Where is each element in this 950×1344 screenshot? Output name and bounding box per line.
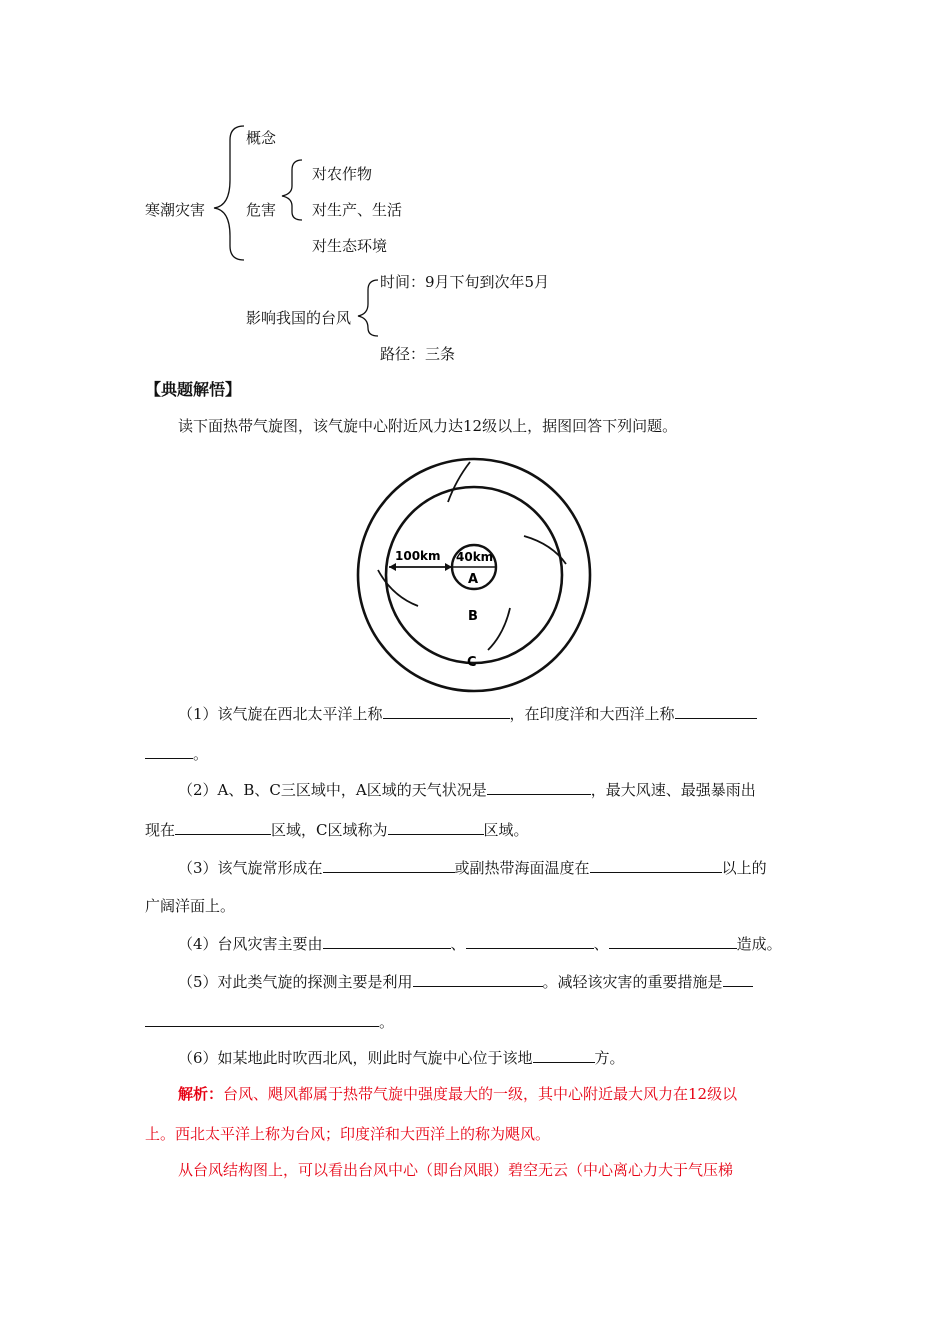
- q1-blank-2[interactable]: [675, 704, 757, 719]
- q2-blank-1[interactable]: [487, 780, 591, 795]
- outline-brackets: [0, 0, 950, 360]
- q4-blank-2[interactable]: [466, 934, 594, 949]
- q3-blank-1[interactable]: [323, 858, 455, 873]
- q3-text-a: （3）该气旋常形成在: [178, 859, 323, 877]
- question-1-line-2: [145, 744, 208, 764]
- q1-blank-2-cont[interactable]: [145, 744, 193, 759]
- q2-text-b: ，最大风速、最强暴雨出: [590, 781, 756, 799]
- typhoon-path: 路径：三条: [380, 345, 456, 363]
- q4-text-a: （4）台风灾害主要由: [178, 935, 323, 953]
- q4-blank-1[interactable]: [323, 934, 451, 949]
- analysis-text-1a: 台风、飓风都属于热带气旋中强度最大的一级，其中心附近最大风力在12级以: [223, 1085, 738, 1103]
- q1-text-b: ，在印度洋和大西洋上称: [509, 705, 675, 723]
- question-1-line-1: [178, 704, 757, 724]
- question-3-line-1: [178, 858, 767, 878]
- q5-blank-2-cont[interactable]: [145, 1012, 379, 1027]
- q4-blank-3[interactable]: [609, 934, 737, 949]
- typhoon-time: 时间：9月下旬到次年5月: [380, 273, 550, 291]
- q2-text-a: （2）A、B、C三区域中，A区域的天气状况是: [178, 781, 487, 799]
- q6-text-a: （6）如某地此时吹西北风，则此时气旋中心位于该地: [178, 1049, 533, 1067]
- label-40km: 40km: [456, 550, 494, 564]
- intro-text: 读下面热带气旋图，该气旋中心附近风力达12级以上，据图回答下列问题。: [178, 417, 678, 435]
- analysis-line-1: [178, 1084, 737, 1104]
- q2-text-e: 区域。: [483, 821, 529, 839]
- q3-text-c: 以上的: [721, 859, 767, 877]
- q5-text-c: 。: [379, 1013, 395, 1031]
- section-title: 【典题解悟】: [145, 380, 242, 399]
- question-4: [178, 934, 782, 954]
- q2-text-d: 区域，C区域称为: [271, 821, 388, 839]
- question-5-line-2: [145, 1012, 394, 1032]
- label-c: C: [467, 655, 477, 670]
- q2-text-c: 现在: [145, 821, 176, 839]
- analysis-line-3: 从台风结构图上，可以看出台风中心（即台风眼）碧空无云（中心离心力大于气压梯: [178, 1161, 734, 1179]
- q3-blank-2[interactable]: [590, 858, 722, 873]
- label-100km: 100km: [395, 549, 441, 563]
- q4-text-d: 造成。: [736, 935, 782, 953]
- q1-blank-1[interactable]: [383, 704, 510, 719]
- spiral-arm: [488, 608, 510, 650]
- analysis-line-2: 上。西北太平洋上称为台风；印度洋和大西洋上的称为飓风。: [145, 1125, 551, 1143]
- q5-text-a: （5）对此类气旋的探测主要是利用: [178, 973, 413, 991]
- cyclone-figure: [0, 440, 950, 700]
- q4-text-b: 、: [450, 935, 466, 953]
- q5-blank-1[interactable]: [413, 972, 543, 987]
- question-2-line-1: [178, 780, 756, 800]
- outline-root: 寒潮灾害: [145, 201, 206, 219]
- typhoon-root: 影响我国的台风: [246, 309, 352, 327]
- spiral-arm: [378, 570, 418, 606]
- q4-text-c: 、: [593, 935, 609, 953]
- outline-harm-item-3: 对生态环境: [312, 237, 388, 255]
- small-brace: [282, 160, 302, 220]
- question-2-line-2: [145, 820, 529, 840]
- q2-blank-2[interactable]: [175, 820, 271, 835]
- question-3-line-2: 广阔洋面上。: [145, 897, 236, 915]
- q1-text-a: （1）该气旋在西北太平洋上称: [178, 705, 383, 723]
- outline-harm-item-1: 对农作物: [312, 165, 373, 183]
- spiral-arm: [448, 462, 470, 502]
- q5-text-b: 。减轻该灾害的重要措施是: [542, 973, 723, 991]
- analysis-label: 解析：: [178, 1085, 224, 1103]
- big-brace: [214, 126, 244, 260]
- label-a: A: [468, 572, 479, 587]
- q6-blank-1[interactable]: [533, 1048, 595, 1063]
- outline-harm-item-2: 对生产、生活: [312, 201, 403, 219]
- q3-text-b: 或副热带海面温度在: [454, 859, 590, 877]
- q5-blank-2[interactable]: [723, 972, 753, 987]
- q2-blank-3[interactable]: [388, 820, 484, 835]
- question-6: [178, 1048, 625, 1068]
- typhoon-brace: [358, 280, 378, 336]
- q1-text-c: 。: [193, 745, 209, 763]
- label-b: B: [468, 609, 478, 624]
- outline-concept: 概念: [246, 129, 277, 147]
- question-5-line-1: [178, 972, 753, 992]
- outline-harm: 危害: [246, 201, 277, 219]
- q6-text-b: 方。: [594, 1049, 625, 1067]
